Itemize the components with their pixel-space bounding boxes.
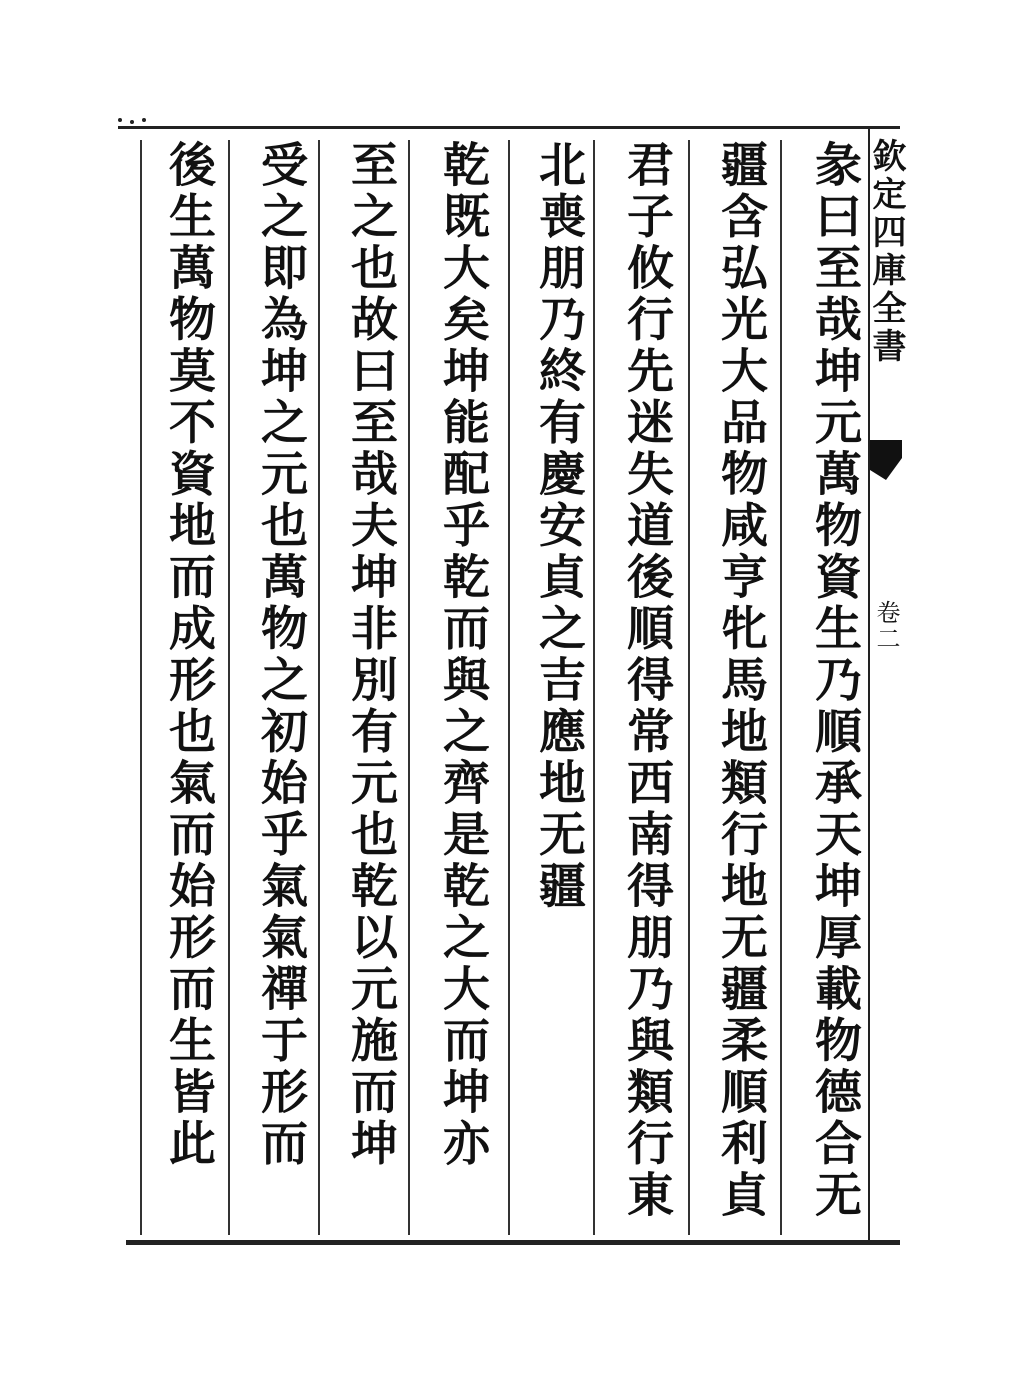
text-column-2: 疆含弘光大品物咸亨牝馬地類行地无疆柔順利貞 [713, 140, 768, 1222]
text-column-8: 後生萬物莫不資地而成形也氣而始形而生皆此 [161, 140, 216, 1170]
column-divider [140, 140, 142, 1235]
book-title: 欽定四庫全書 [866, 138, 906, 366]
top-border-rule [118, 126, 900, 129]
text-column-6: 至之也故曰至哉夫坤非別有元也乾以元施而坤 [343, 140, 398, 1170]
text-column-7: 受之即為坤之元也萬物之初始乎氣氣禪于形而 [253, 140, 308, 1170]
text-column-3: 君子攸行先迷失道後順得常西南得朋乃與類行東 [619, 140, 674, 1222]
text-column-5: 乾既大矣坤能配乎乾而與之齊是乾之大而坤亦 [435, 140, 490, 1170]
ink-speck [130, 120, 134, 124]
text-column-4: 北喪朋乃終有慶安貞之吉應地无疆 [531, 140, 586, 913]
ink-speck [142, 118, 146, 122]
volume-label: 卷二 [872, 600, 900, 652]
text-column-1: 彖曰至哉坤元萬物資生乃順承天坤厚載物德合无 [807, 140, 862, 1222]
column-divider [688, 140, 690, 1235]
column-divider [508, 140, 510, 1235]
ink-speck [118, 118, 122, 122]
bottom-border-rule [126, 1240, 900, 1245]
